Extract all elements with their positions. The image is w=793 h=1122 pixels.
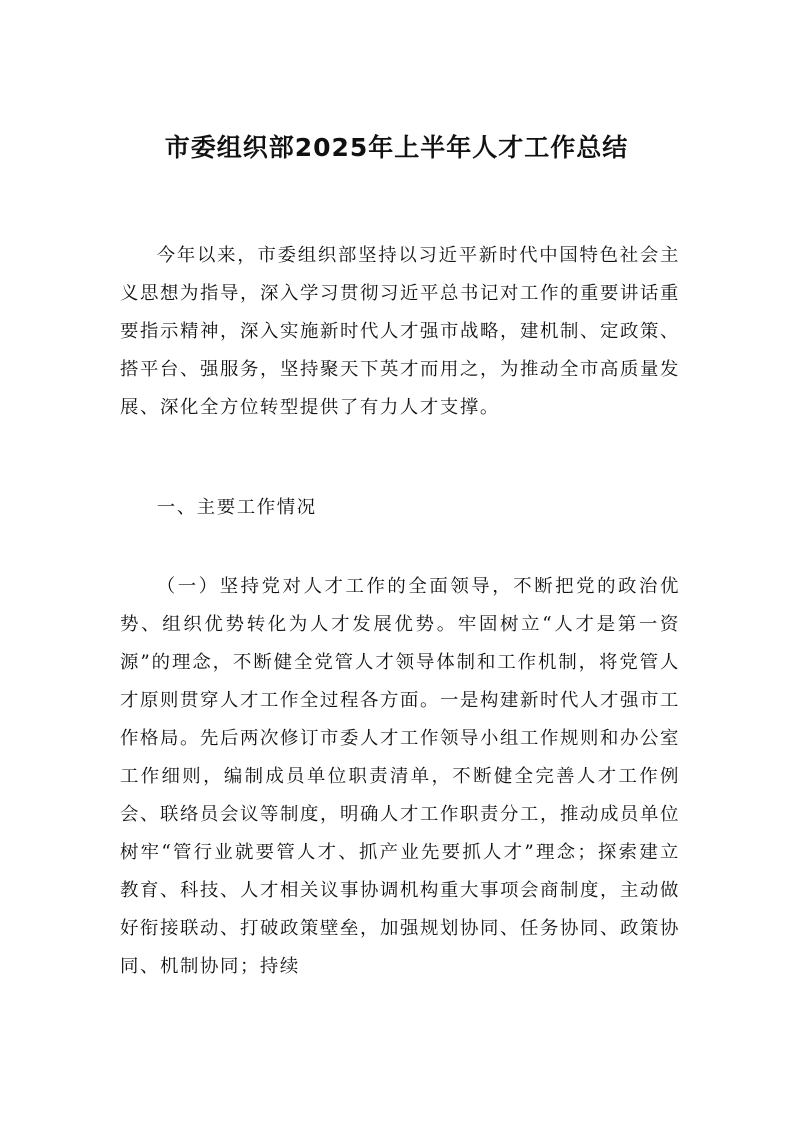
body-paragraph: （一）坚持党对人才工作的全面领导，不断把党的政治优势、组织优势转化为人才发展优势。牢固树立“人才是第一资源”的理念，不断健全党管人才领导体制和工作机制，将党管人才原则贯穿人才工作全过程各方面。一是构建新时代人才强市工作格局。先后两次修订市委人才工作领导小组工作规则和办公室工作细则，编制成员单位职责清单，不断健全完善人才工作例会、联络员会议等制度，明确人才工作职责分工，推动成员单位树牢“管行业就要管人才、抓产业先要抓人才”理念；探索建立教育、科技、人才相关议事协调机构重大事项会商制度，主动做好衔接联动、打破政策壁垒，加强规划协同、任务协同、政策协同、机制协同；持续 <box>120 576 680 977</box>
intro-paragraph: 今年以来，市委组织部坚持以习近平新时代中国特色社会主义思想为指导，深入学习贯彻习近平总书记对工作的重要讲话重要指示精神，深入实施新时代人才强市战略，建机制、定政策、搭平台、强服务，坚持聚天下英才而用之，为推动全市高质量发展、深化全方位转型提供了有力人才支撑。 <box>120 245 680 418</box>
document-title: 市委组织部2025年上半年人才工作总结 <box>164 133 629 162</box>
section-heading: 一、主要工作情况 <box>156 497 317 518</box>
